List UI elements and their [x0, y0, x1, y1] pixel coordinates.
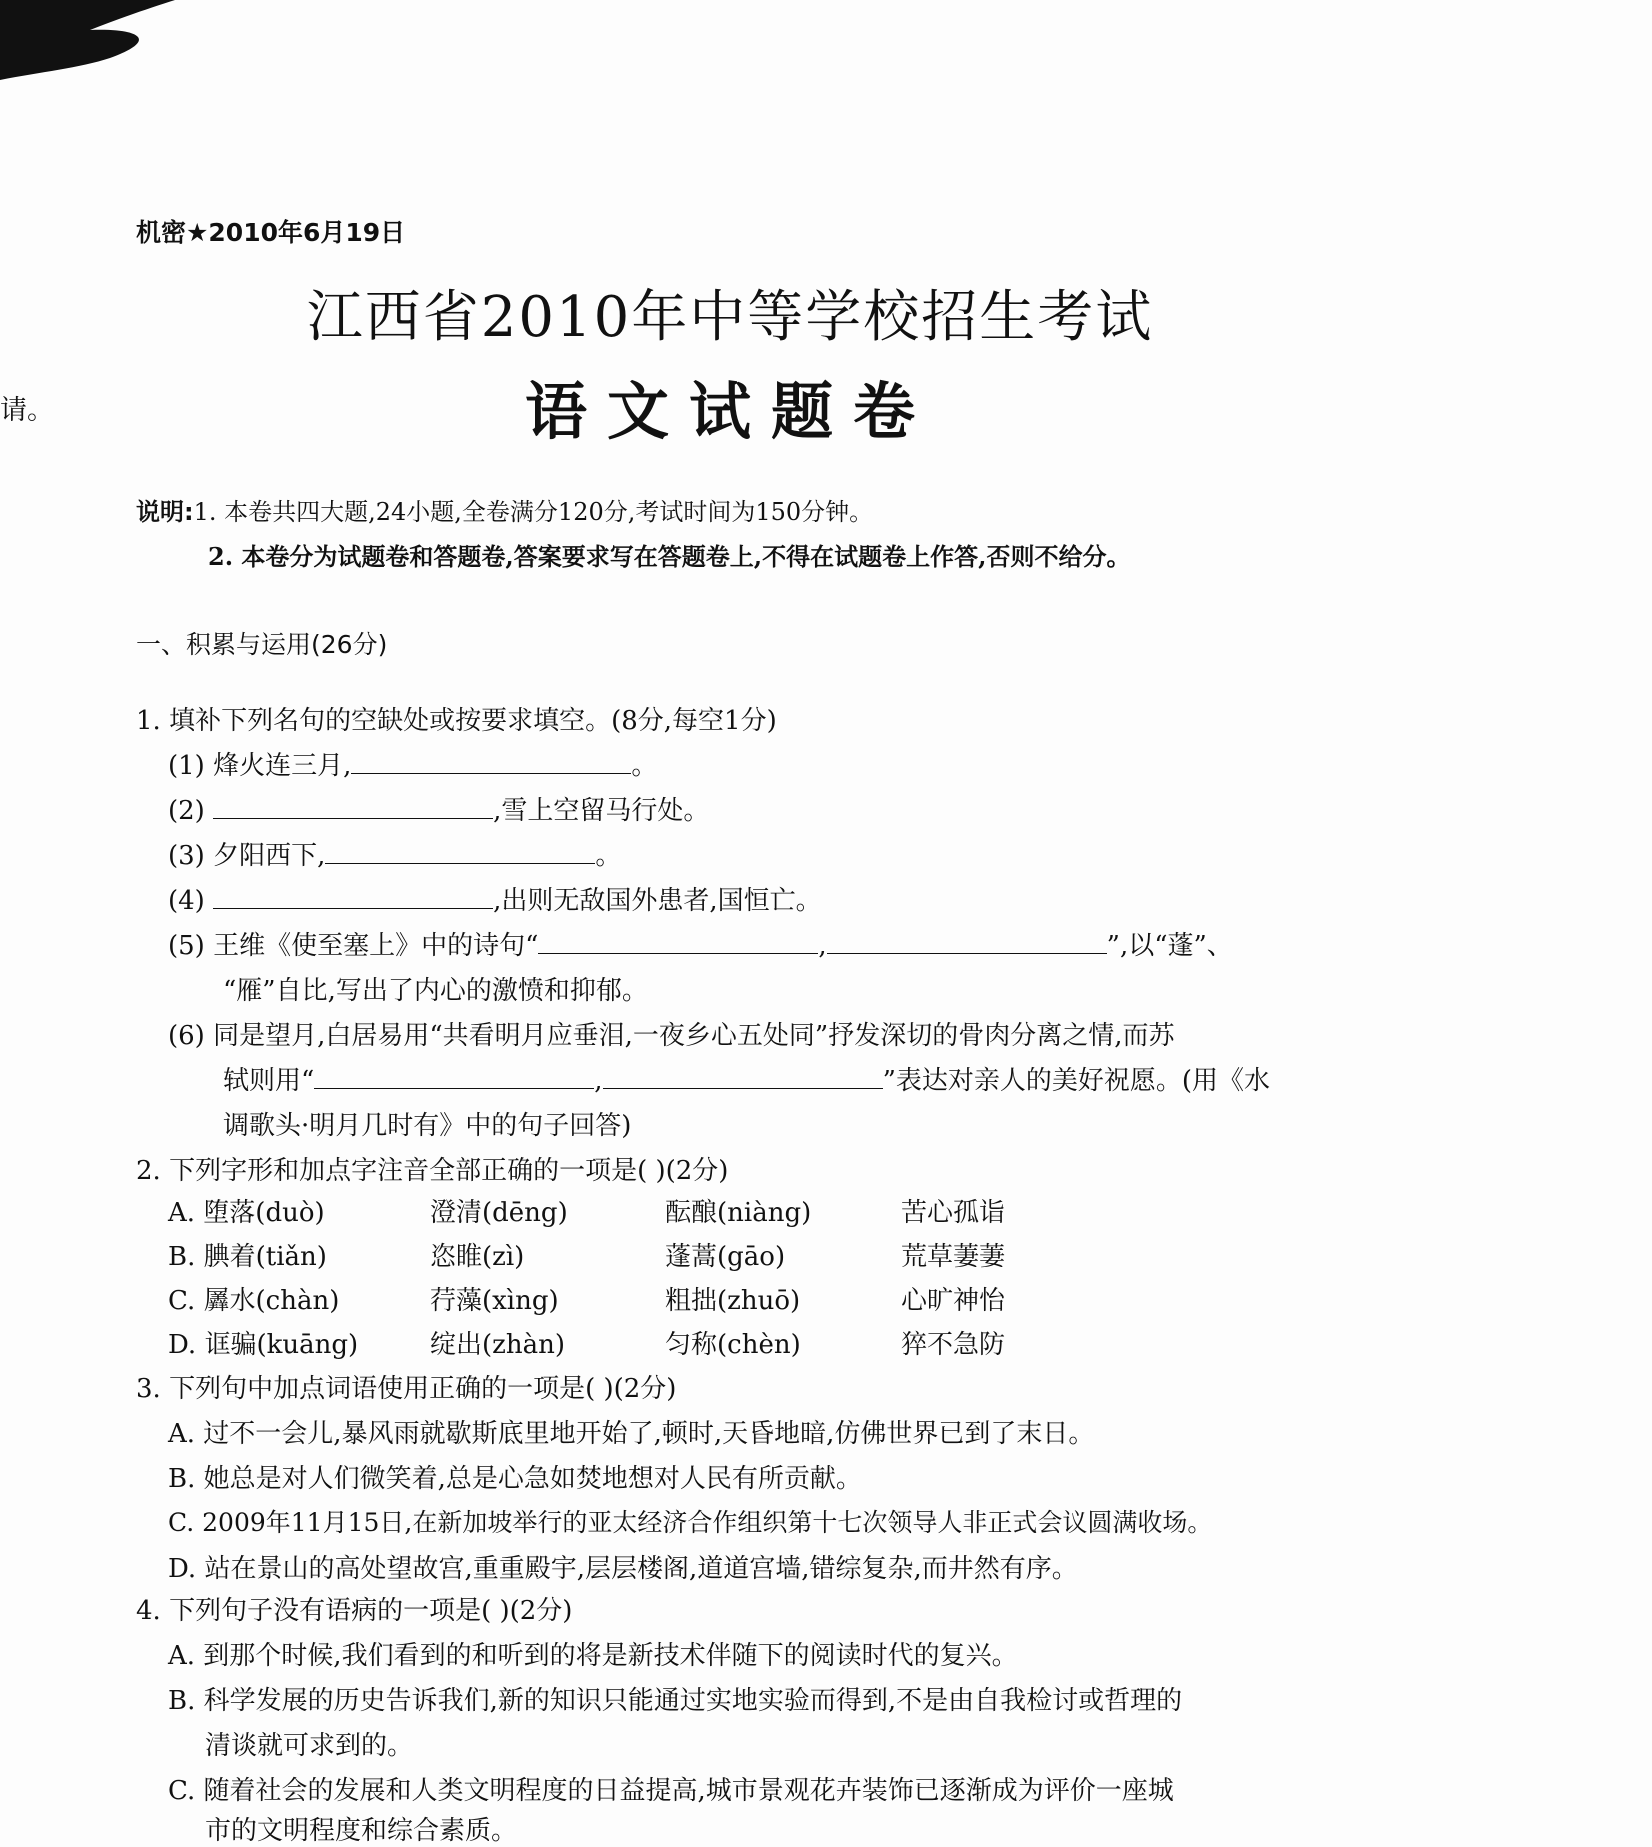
- answer-blank[interactable]: [351, 747, 631, 774]
- q1-item-5: (5) 王维《使至塞上》中的诗句“ , ”,以“蓬”、: [168, 925, 1233, 962]
- paper-title: 语文试题卷: [524, 375, 935, 448]
- answer-blank[interactable]: [325, 837, 595, 864]
- note-label: 说明:: [136, 498, 194, 526]
- q1-item-6-cont: 轼则用“ , ”表达对亲人的美好祝愿。(用《水: [223, 1060, 1270, 1097]
- margin-text: 请。: [0, 395, 54, 426]
- q4-option-c[interactable]: C. 随着社会的发展和人类文明程度的日益提高,城市景观花卉装饰已逐渐成为评价一座城: [168, 1776, 1174, 1806]
- answer-blank[interactable]: [827, 927, 1107, 954]
- q1-item-4: (4) ,出则无敌国外患者,国恒亡。: [168, 880, 822, 917]
- q4-option-c-cont: 市的文明程度和综合素质。: [205, 1816, 518, 1846]
- q3-option-d[interactable]: D. 站在景山的高处望故宫,重重殿宇,层层楼阁,道道宫墙,错综复杂,而井然有序。: [168, 1554, 1078, 1584]
- q1-stem: 1. 填补下列名句的空缺处或按要求填空。(8分,每空1分): [136, 706, 777, 736]
- confidential-date: 机密★2010年6月19日: [136, 218, 406, 247]
- q1-item-5-cont: “雁”自比,写出了内心的激愤和抑郁。: [223, 976, 648, 1006]
- exam-title: 江西省2010年中等学校招生考试: [306, 285, 1154, 350]
- q1-item-6: (6) 同是望月,白居易用“共看明月应垂泪,一夜乡心五处同”抒发深切的骨肉分离之情,而苏: [168, 1021, 1175, 1051]
- q2-stem: 2. 下列字形和加点字注音全部正确的一项是( )(2分): [136, 1156, 729, 1186]
- q4-option-b[interactable]: B. 科学发展的历史告诉我们,新的知识只能通过实地实验而得到,不是由自我检讨或哲理的: [168, 1686, 1183, 1716]
- q1-item-1: (1) 烽火连三月, 。: [168, 745, 657, 782]
- q1-item-2: (2) ,雪上空留马行处。: [168, 790, 709, 827]
- q4-option-b-cont: 清谈就可求到的。: [205, 1731, 414, 1761]
- answer-blank[interactable]: [213, 792, 493, 819]
- q3-option-a[interactable]: A. 过不一会儿,暴风雨就歇斯底里地开始了,顿时,天昏地暗,仿佛世界已到了末日。: [168, 1419, 1095, 1449]
- note-2: 2. 本卷分为试题卷和答题卷,答案要求写在答题卷上,不得在试题卷上作答,否则不给分。: [208, 542, 1131, 571]
- section-heading: 一、积累与运用(26分): [136, 630, 388, 659]
- q3-option-c[interactable]: C. 2009年11月15日,在新加坡举行的亚太经济合作组织第十七次领导人非正式会议圆满收场。: [168, 1508, 1213, 1537]
- answer-blank[interactable]: [538, 927, 818, 954]
- note-1: 说明:1. 本卷共四大题,24小题,全卷满分120分,考试时间为150分钟。: [136, 498, 874, 526]
- q4-stem: 4. 下列句子没有语病的一项是( )(2分): [136, 1596, 573, 1626]
- answer-blank[interactable]: [603, 1062, 883, 1089]
- q3-option-b[interactable]: B. 她总是对人们微笑着,总是心急如焚地想对人民有所贡献。: [168, 1464, 862, 1494]
- q1-item-3: (3) 夕阳西下, 。: [168, 835, 621, 872]
- q3-stem: 3. 下列句中加点词语使用正确的一项是( )(2分): [136, 1374, 677, 1404]
- q1-item-6-end: 调歌头·明月几时有》中的句子回答): [223, 1111, 632, 1141]
- answer-blank[interactable]: [213, 882, 493, 909]
- q4-option-a[interactable]: A. 到那个时候,我们看到的和听到的将是新技术伴随下的阅读时代的复兴。: [168, 1641, 1018, 1671]
- answer-blank[interactable]: [314, 1062, 594, 1089]
- ink-blot: [0, 0, 190, 95]
